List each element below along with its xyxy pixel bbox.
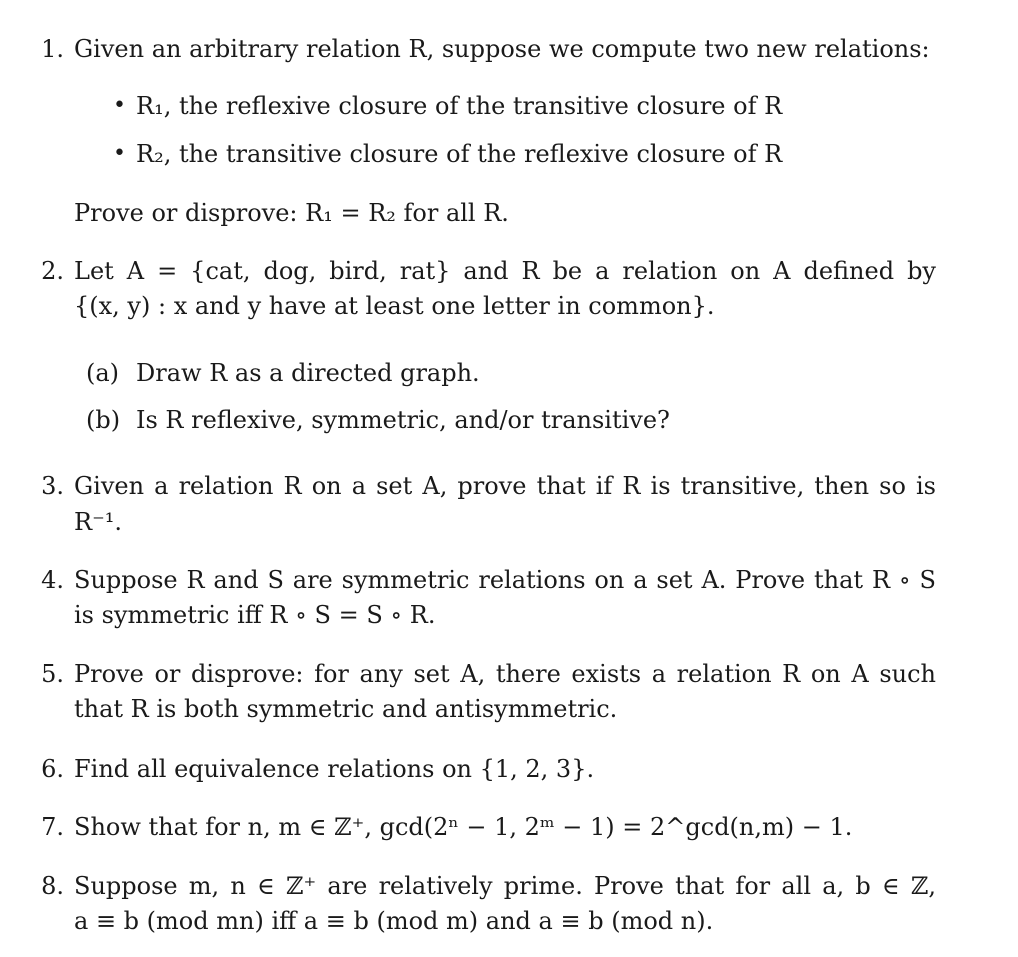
problem-1-closing: Prove or disprove: R₁ = R₂ for all R. — [74, 199, 509, 227]
problem-1-number: 1. — [41, 35, 64, 63]
problem-6-number: 6. — [41, 755, 64, 783]
problem-2-line-2: {(x, y) : x and y have at least one letter in common}. — [74, 292, 715, 320]
problem-3-number: 3. — [41, 472, 64, 500]
problem-4-line-2: is symmetric iff R ∘ S = S ∘ R. — [74, 601, 436, 629]
problem-7-number: 7. — [41, 813, 64, 841]
problem-2-part-a-label: (a) — [86, 359, 120, 387]
problem-2-part-a-text: Draw R as a directed graph. — [136, 359, 480, 387]
problem-7-line-1: Show that for n, m ∈ ℤ⁺, gcd(2ⁿ − 1, 2ᵐ − 1) = 2^gcd(n,m) − 1. — [74, 813, 853, 841]
problem-5-line-1: Prove or disprove: for any set A, there exists a relation R on A such — [74, 660, 936, 688]
problem-1-line-1: Given an arbitrary relation R, suppose we compute two new relations: — [74, 35, 930, 63]
problem-5-line-2: that R is both symmetric and antisymmetric. — [74, 695, 618, 723]
problem-2-part-b-label: (b) — [86, 406, 121, 434]
problem-2-part-b-text: Is R reflexive, symmetric, and/or transitive? — [136, 406, 670, 434]
problem-8-line-1: Suppose m, n ∈ ℤ⁺ are relatively prime. Prove that for all a, b ∈ ℤ, — [74, 872, 936, 900]
problem-3-line-2: R⁻¹. — [74, 508, 122, 536]
problem-4-line-1: Suppose R and S are symmetric relations on a set A. Prove that R ∘ S — [74, 566, 936, 594]
problem-5-number: 5. — [41, 660, 64, 688]
problem-8-number: 8. — [41, 872, 64, 900]
bullet-icon: • — [113, 93, 126, 118]
problem-1-bullet-1: R₁, the reflexive closure of the transitive closure of R — [136, 92, 783, 120]
problem-3-line-1: Given a relation R on a set A, prove that if R is transitive, then so is — [74, 472, 936, 500]
problem-4-number: 4. — [41, 566, 64, 594]
bullet-icon: • — [113, 141, 126, 166]
problem-2-line-1: Let A = {cat, dog, bird, rat} and R be a relation on A defined by — [74, 257, 936, 285]
problem-8-line-2: a ≡ b (mod mn) iff a ≡ b (mod m) and a ≡ b (mod n). — [74, 907, 714, 935]
problem-6-line-1: Find all equivalence relations on {1, 2, 3}. — [74, 755, 595, 783]
problem-2-number: 2. — [41, 257, 64, 285]
problem-1-bullet-2: R₂, the transitive closure of the reflexive closure of R — [136, 140, 783, 168]
